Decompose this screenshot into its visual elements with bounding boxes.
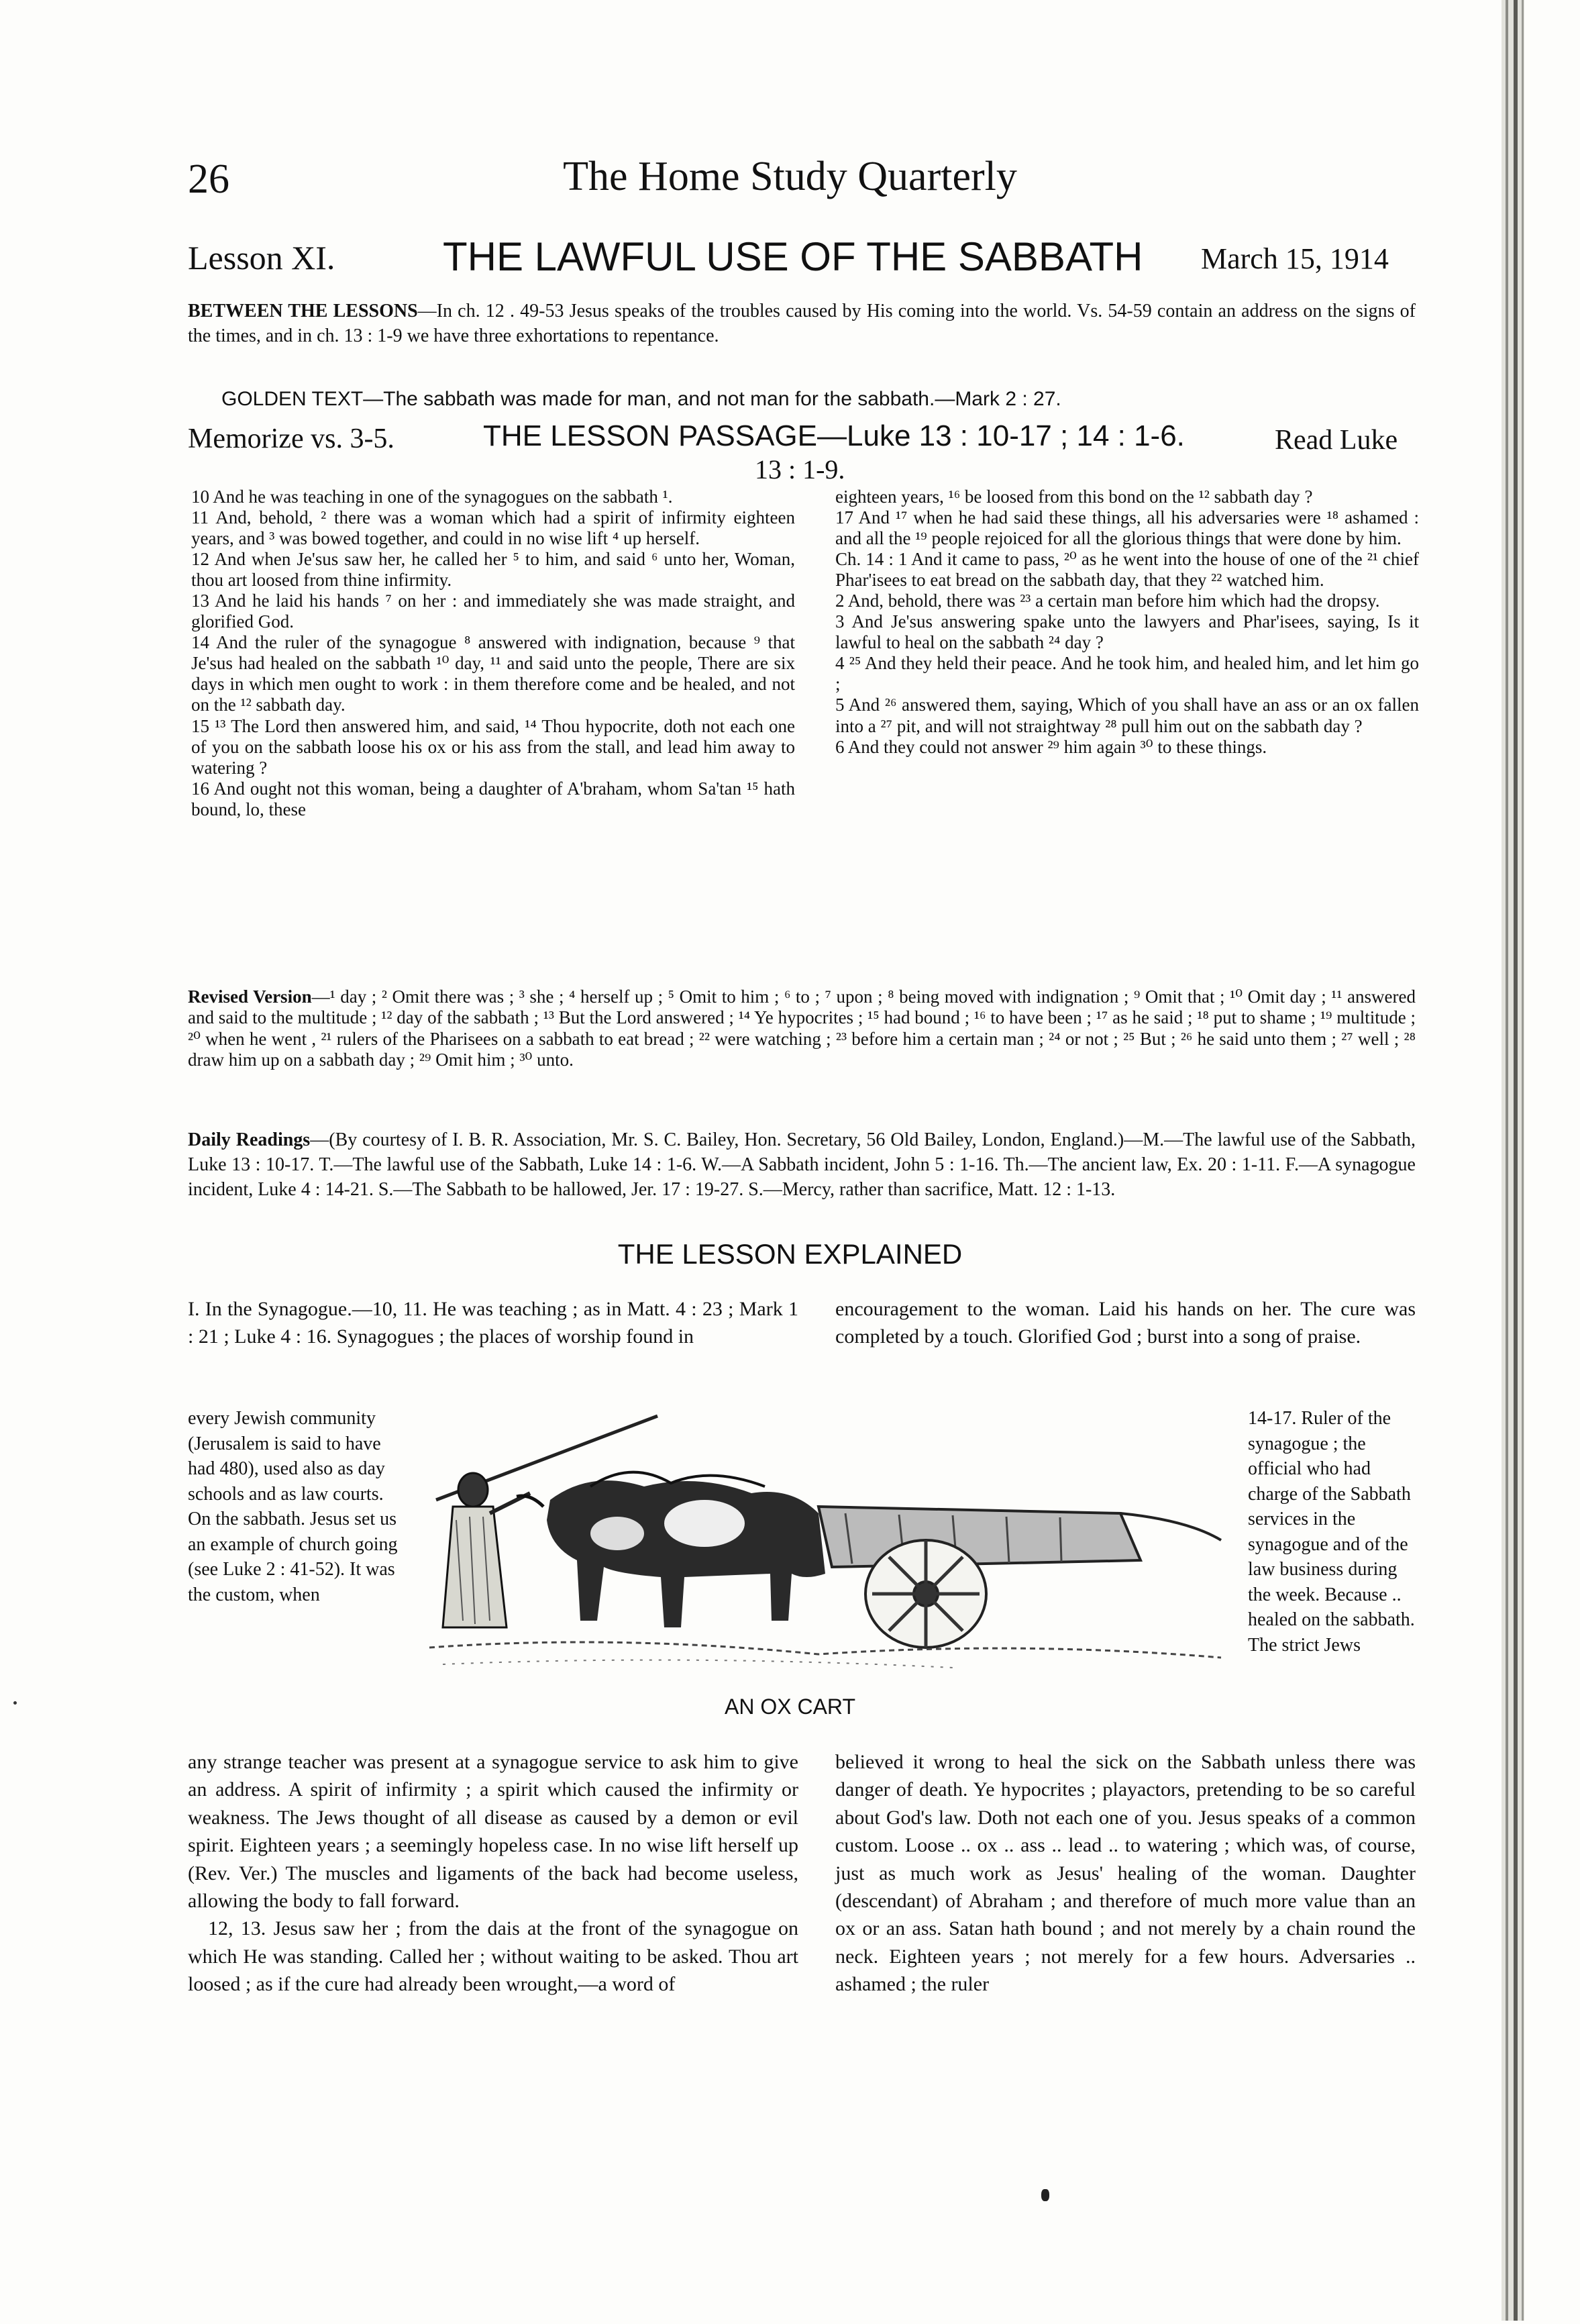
verse: 4 ²⁵ And they held their peace. And he took him, and healed him, and let him go ; [835,653,1419,695]
verse: Ch. 14 : 1 And it came to pass, ²⁰ as he went into the house of one of the ²¹ chief Phar'isees to eat bread on the sabbath day, that they ²² watched him. [835,549,1419,591]
verse: 3 And Je'sus answering spake unto the lawyers and Phar'isees, saying, Is it lawful to heal on the sabbath ²⁴ day ? [835,611,1419,653]
verse: 11 And, behold, ² there was a woman which had a spirit of infirmity eighteen years, and ³ was bowed together, and could in no wise lift ⁴ up herself. [191,507,795,549]
explained-right-wrap: 14-17. Ruler of the synagogue ; the official who had charge of the Sabbath services in the synagogue and of the law business during the week. Because .. healed on the sabbath. The strict Jews [1248,1408,1415,1656]
revised-version-notes [188,987,1416,1070]
verse: 13 And he laid his hands ⁷ on her : and immediately she was made straight, and glorified God. [191,591,795,632]
explained-paragraph: any strange teacher was present at a synagogue service to ask him to give an address. A spirit of infirmity ; a spirit which caused the infirmity or weakness. The Jews thought of all disease as caused by a demon or evil spirit. Eighteen years ; a seemingly hopeless case. In no wise lift herself up (Rev. Ver.) The muscles and ligaments of the back had become useless, allowing the body to fall forward. [188,1751,798,1912]
explained-left-wrap: every Jewish community (Jerusalem is said to have had 480), used also as day schools and as law courts. On the sabbath. Jesus set us an example of church going (see Luke 2 : 41-52). It was the custom, when [188,1408,398,1605]
verse: 15 ¹³ The Lord then answered him, and said, ¹⁴ Thou hypocrite, doth not each one of you on the sabbath loose his ox or his ass from the stall, and lead him away to watering ? [191,715,795,778]
explained-paragraph: 12, 13. Jesus saw her ; from the dais at the front of the synagogue on which He was standing. Called her ; without waiting to be asked. Thou art loosed ; as if the cure had already been wrought,—a word of [188,1917,798,1996]
read-reference-continued: 13 : 1-9. [755,454,845,485]
explained-left-top: I. In the Synagogue.—10, 11. He was teaching ; as in Matt. 4 : 23 ; Mark 1 : 21 ; Luke 4 : 16. Synagogues ; the places of worship found in [188,1298,798,1348]
daily-readings-label: Daily Readings [188,1129,311,1150]
memorize-verses: Memorize vs. 3-5. [188,423,394,454]
binding-edge [1496,0,1530,2321]
ox-cart-drawing [416,1406,1238,1695]
ground-texture [443,1660,953,1668]
lesson-number: Lesson XI. [188,239,335,276]
illustration-caption: AN OX CART [725,1695,855,1719]
passage-column-right [835,487,1419,758]
daily-readings [188,1127,1416,1203]
verse: 12 And when Je'sus saw her, he called her ⁵ to him, and said ⁶ unto her, Woman, thou art loosed from thine infirmity. [191,549,795,591]
ground-line [429,1642,1221,1658]
explained-right-bottom: believed it wrong to heal the sick on the Sabbath unless there was danger of death. Ye hypocrites ; playactors, pretending to be so careful about God's law. Doth not each one of you. Jesus speaks of a common custom. Loose .. ox .. ass .. lead .. to watering ; which was, of course, just as much work as Jesus' healing of the woman. Daughter (descendant) of Abraham ; and therefore of much more value than an ox or an ass. Satan hath bound ; and not merely by a chain round the neck. Eighteen years ; not merely for a few hours. Adversaries .. ashamed ; the ruler [835,1751,1416,1996]
golden-text: GOLDEN TEXT—The sabbath was made for man, and not man for the sabbath.—Mark 2 : 27. [221,388,1061,410]
verse: eighteen years, ¹⁶ be loosed from this bond on the ¹² sabbath day ? [835,487,1313,507]
ox-cart-illustration [416,1406,1238,1695]
binding-edge-drawing [1496,0,1530,2321]
verse: 5 And ²⁶ answered them, saying, Which of you shall have an ass or an ox fallen into a ²⁷ pit, and will not straightway ²⁸ pull him out on the sabbath day ? [835,695,1419,736]
lesson-title: THE LAWFUL USE OF THE SABBATH [443,234,1143,279]
explained-right-top: encouragement to the woman. Laid his hands on her. The cure was completed by a touch. Glorified God ; burst into a song of praise. [835,1298,1416,1348]
read-reference: Read Luke [1275,425,1398,456]
oxen [517,1472,825,1627]
lesson-passage-title: THE LESSON PASSAGE—Luke 13 : 10-17 ; 14 : 1-6. [483,419,1185,452]
scan-speck [13,1701,17,1705]
lesson-explained-heading: THE LESSON EXPLAINED [617,1238,963,1270]
between-the-lessons [188,299,1416,348]
revised-version-text: —¹ day ; ² Omit there was ; ³ she ; ⁴ herself up ; ⁵ Omit to him ; ⁶ to ; ⁷ upon ; ⁸ being moved with indignation ; ⁹ Omit that ; ¹⁰ Omit day ; ¹¹ answered and said to the multitude ; ¹² day of the sabbath ; ¹³ But the Lord answered ; ¹⁴ Ye hypocrites ; ¹⁵ had bound ; ¹⁶ to have been ; ¹⁷ as he said ; ¹⁸ put to shame ; ¹⁹ multitude ; ²⁰ when he went , ²¹ rulers of the Pharisees on a sabbath to eat bread ; ²² were watching ; ²³ before him a certain man ; ²⁴ or not ; ²⁵ But ; ²⁶ he said unto them ; ²⁷ well ; ²⁸ draw him up on a sabbath day ; ²⁹ Omit him ; ³⁰ unto. [188,987,1416,1070]
cart [819,1507,1221,1648]
passage-column-left [191,487,795,820]
printer-mark [1041,2189,1049,2201]
between-label: BETWEEN THE LESSONS [188,301,418,321]
lesson-date: March 15, 1914 [1201,242,1389,275]
between-text: —In ch. 12 . 49-53 Jesus speaks of the troubles caused by His coming into the world. Vs. 54-59 contain an address on the signs of the times, and in ch. 13 : 1-9 we have three exhortations to repentance. [188,301,1416,347]
verse: 16 And ought not this woman, being a daughter of A'braham, whom Sa'tan ¹⁵ hath bound, lo, these [191,778,795,819]
verse: 14 And the ruler of the synagogue ⁸ answered with indignation, because ⁹ that Je'sus had healed on the sabbath ¹⁰ day, ¹¹ and said unto the people, There are six days in which men ought to work : in them therefore come and be healed, and not on the ¹² sabbath day. [191,632,795,715]
verse: 10 And he was teaching in one of the synagogues on the sabbath ¹. [191,487,673,507]
daily-readings-text: —(By courtesy of I. B. R. Association, Mr. S. C. Bailey, Hon. Secretary, 56 Old Bailey, London, England.)—M.—The lawful use of the Sabbath, Luke 13 : 10-17. T.—The lawful use of the Sabbath, Luke 14 : 1-6. W.—A Sabbath incident, John 5 : 1-16. Th.—The ancient law, Ex. 20 : 1-11. F.—A synagogue incident, Luke 4 : 14-21. S.—The Sabbath to be hallowed, Jer. 17 : 19-27. S.—Mercy, rather than sacrifice, Matt. 12 : 1-13. [188,1129,1416,1201]
running-title: The Home Study Quarterly [563,154,1017,199]
page-number: 26 [188,156,229,202]
explained-left-bottom [188,1748,798,1999]
verse: 6 And they could not answer ²⁹ him again ³⁰ to these things. [835,736,1267,757]
verse: 2 And, behold, there was ²³ a certain man before him which had the dropsy. [835,591,1380,611]
revised-version-label: Revised Version [188,987,312,1007]
verse: 17 And ¹⁷ when he had said these things, all his adversaries were ¹⁸ ashamed : and all the ¹⁹ people rejoiced for all the glorious things that were done by him. [835,507,1419,549]
